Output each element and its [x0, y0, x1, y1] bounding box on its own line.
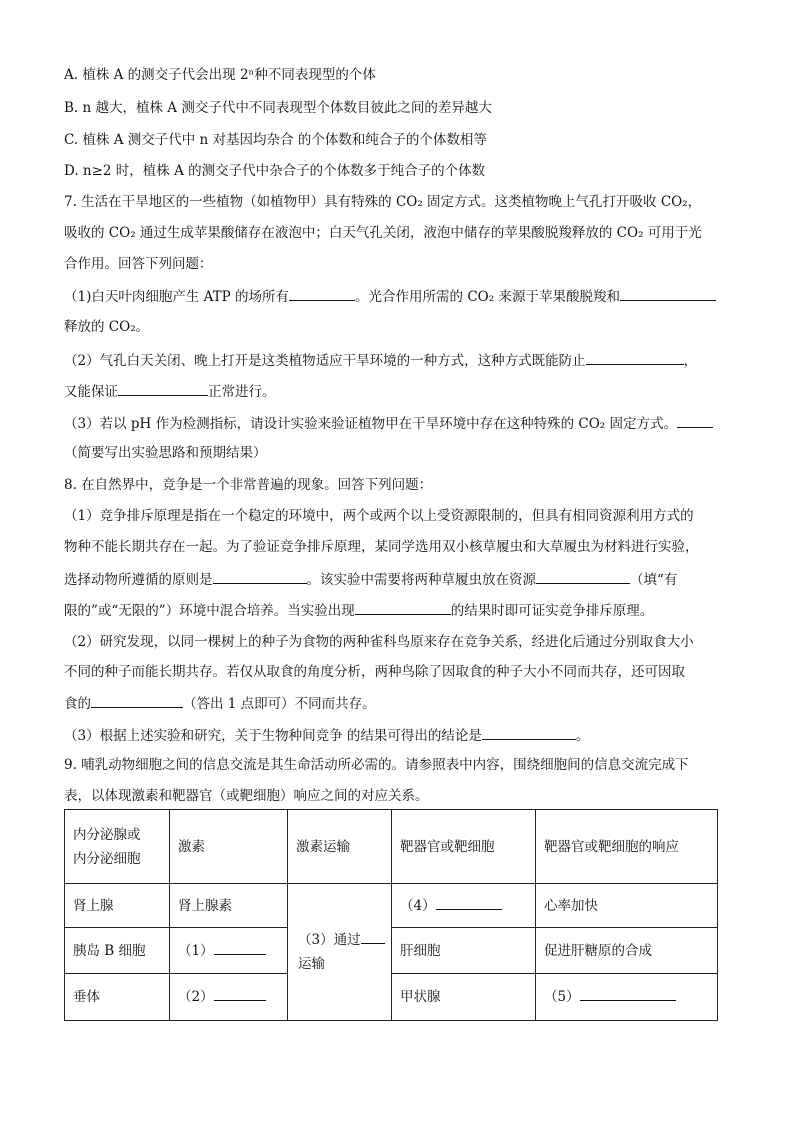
answer-blank[interactable]: [586, 350, 684, 365]
q8-part2-text-c: 食的: [64, 696, 91, 712]
q7-part2-text-c: 又能保证: [64, 384, 118, 400]
q8-part3-text-b: 。: [575, 728, 590, 744]
table-row: [65, 928, 718, 974]
q9-stem-line1: 9. 哺乳动物细胞之间的信息交流是其生命活动所必需的。请参照表中内容，围绕细胞间的信息交流完成下: [64, 757, 689, 773]
header-gland: [65, 810, 170, 884]
q7-part1-text-b: 。光合作用所需的 CO₂ 来源于苹果酸脱羧和: [355, 289, 620, 305]
answer-blank[interactable]: [436, 897, 502, 910]
blank-label: （4）: [400, 897, 436, 914]
cell-gland: 胰岛 B 细胞: [65, 928, 170, 974]
cell-gland: 垂体: [65, 974, 170, 1021]
cell-gland: 肾上腺: [65, 884, 170, 928]
q7-part1-end: 释放的 CO₂。: [64, 319, 150, 335]
q8-part2-line2: 不同的种子而能长期共存。若仅从取食的角度分析，两种鸟除了因取食的种子大小不同而共存，还可因取: [64, 664, 685, 680]
cell-hormone: [170, 974, 288, 1021]
cell-hormone: [170, 928, 288, 974]
cell-response: [536, 974, 718, 1021]
answer-blank[interactable]: [289, 286, 355, 301]
header-target: 靶器官或靶细胞: [392, 810, 536, 884]
header-gland-line1: 内分泌腺或: [73, 826, 141, 843]
q8-part1-text-e: （填“有: [630, 572, 678, 588]
q8-part1-text-d: 。该实验中需要将两种草履虫放在资源: [306, 572, 536, 588]
answer-blank[interactable]: [580, 988, 676, 1001]
q8-part1-text-f: 限的”或“无限的”）环境中混合培养。当实验出现: [64, 603, 355, 619]
answer-blank[interactable]: [214, 942, 266, 955]
blank-label: （5）: [544, 989, 580, 1005]
q7-part2-text-a: （2）气孔白天关闭、晚上打开是这类植物适应干旱环境的一种方式，这种方式既能防止: [64, 353, 586, 369]
cell-hormone: 肾上腺素: [170, 884, 288, 928]
q8-part3-text-a: （3）根据上述实验和研究，关于生物种间竞争 的结果可得出的结论是: [64, 728, 482, 744]
table-header-row: [65, 810, 718, 884]
answer-blank[interactable]: [482, 725, 576, 740]
header-transport: 激素运输: [288, 810, 392, 884]
cell-target: 肝细胞: [392, 928, 536, 974]
q8-part1-line1: （1）竞争排斥原理是指在一个稳定的环境中，两个或两个以上受资源限制的，但具有相同资源利用方式的: [64, 508, 694, 524]
q7-stem-line3: 合作用。回答下列问题：: [64, 256, 213, 272]
q7-part1-text-a: （1)白天叶肉细胞产生 ATP 的场所有: [64, 289, 290, 305]
q7-part1: [64, 286, 716, 307]
q7-stem-line2: 吸收的 CO₂ 通过生成苹果酸储存在液泡中；白天气孔关闭，液泡中储存的苹果酸脱羧释放的 CO₂ 可用于光: [64, 225, 702, 241]
answer-blank[interactable]: [214, 988, 266, 1001]
cell-target: 甲状腺: [392, 974, 536, 1021]
q8-part1-text-c: 选择动物所遵循的原则是: [64, 572, 213, 588]
table-row: [65, 884, 718, 928]
cell-response: 心率加快: [536, 884, 718, 928]
q8-part2-line3: [64, 693, 376, 714]
cell-transport: [288, 884, 392, 1021]
header-gland-line2: 内分泌细胞: [73, 850, 141, 867]
option-c: C. 植株 A 测交子代中 n 对基因均杂合 的个体数和纯合子的个体数相等: [64, 132, 487, 148]
q8-part1-text-g: 的结果时即可证实竞争排斥原理。: [450, 603, 654, 619]
q7-part2: [64, 350, 697, 371]
transport-line2: 运输: [298, 956, 325, 972]
q7-part2-text-d: 正常进行。: [208, 384, 276, 400]
answer-blank[interactable]: [536, 569, 630, 584]
blank-label: （1）: [178, 942, 214, 959]
q7-part2-text-b: ，: [683, 353, 698, 369]
q8-part2-text-d: （答出 1 点即可）不同而共存。: [183, 696, 376, 712]
q7-part3: [64, 413, 713, 434]
table-row: [65, 974, 718, 1021]
cell-response: 促进肝糖原的合成: [536, 928, 718, 974]
option-a: A. 植株 A 的测交子代会出现 2ⁿ种不同表现型的个体: [64, 67, 376, 83]
q7-part3-text-a: （3）若以 pH 作为检测指标，请设计实验来验证植物甲在干旱环境中存在这种特殊的 CO₂ 固定方式。: [64, 416, 677, 432]
q7-stem-line1: 7. 生活在干旱地区的一些植物（如植物甲）具有特殊的 CO₂ 固定方式。这类植物晚上气孔打开吸收 CO₂，: [64, 194, 702, 210]
answer-blank[interactable]: [361, 931, 385, 944]
q8-part1-line2: 物种不能长期共存在一起。为了验证竞争排斥原理，某同学选用双小核草履虫和大草履虫为材料进行实验，: [64, 539, 699, 555]
transport-text-a: （3）通过: [298, 932, 361, 948]
transport-line1: [298, 928, 391, 952]
header-response: 靶器官或靶细胞的响应: [536, 810, 718, 884]
answer-blank[interactable]: [118, 381, 208, 396]
option-d: D. n≥2 时，植株 A 的测交子代中杂合子的个体数多于纯合子的个体数: [64, 163, 486, 179]
q7-part2-cont: [64, 381, 276, 402]
q8-part3: [64, 725, 589, 746]
answer-blank[interactable]: [355, 600, 451, 615]
q8-part2-line1: （2）研究发现，以同一棵树上的种子为食物的两种雀科鸟原来存在竞争关系，经进化后通过分别取食大小: [64, 634, 694, 650]
option-b: B. n 越大，植株 A 测交子代中不同表现型个体数目彼此之间的差异越大: [64, 100, 492, 116]
q8-part1-line4: [64, 600, 653, 621]
answer-blank[interactable]: [213, 569, 307, 584]
header-hormone: 激素: [170, 810, 288, 884]
q7-part3-note: （简要写出实验思路和预期结果）: [64, 445, 267, 461]
q9-stem-line2: 表，以体现激素和靶器官（或靶细胞）响应之间的对应关系。: [64, 788, 429, 804]
q8-part1-line3: [64, 569, 677, 590]
hormone-table: [64, 809, 718, 1021]
answer-blank[interactable]: [677, 413, 713, 428]
cell-target: [392, 884, 536, 928]
answer-blank[interactable]: [620, 286, 716, 301]
answer-blank[interactable]: [91, 693, 183, 708]
blank-label: （2）: [178, 989, 214, 1005]
q8-stem: 8. 在自然界中，竞争是一个非常普遍的现象。回答下列问题：: [64, 477, 433, 493]
